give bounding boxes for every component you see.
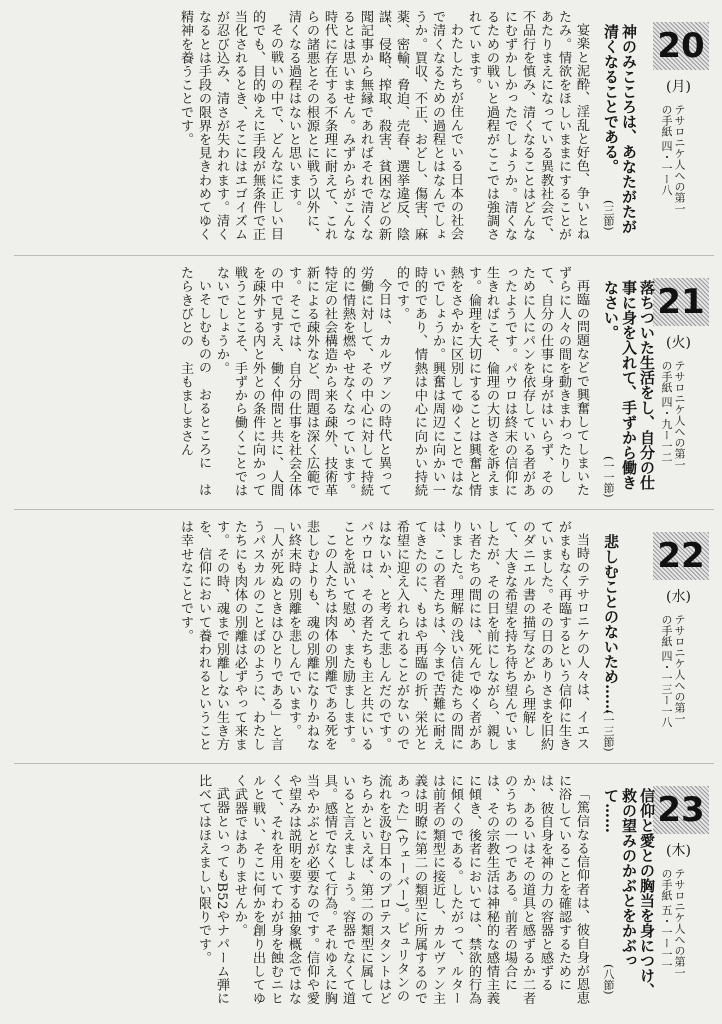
verse-reference: (一一節) (602, 456, 615, 498)
body-paragraph: 当時のテサロニケの人々は、イエスがまもなく再臨するという信仰に生きていました。その日のありさまを旧約のダニエル書の描写などから理解して、大きな希望を持ち待ち望んでいましたが、その日を前にしながら、親しい者たちの間には、死んでゆく者がありました。理解の浅い信徒たちの間には、この者たちは、今まで苦難に耐えてきたのに、もはや再臨の折、栄光と希望に迎え入れられることがないのではないか、と考えて悲しんだのです。パウロは、その者たちも主と共にいることを説いて慰め、また励まします。 (340, 520, 589, 752)
day-number-box (653, 786, 709, 834)
entry-header (598, 14, 716, 242)
entry-header (598, 524, 716, 752)
weekday: (月) (666, 79, 691, 95)
verse-reference: (三節) (602, 200, 615, 231)
body-paragraph: 「篤信なる信仰者は、彼自身が恩恵に浴していることを確認するためには、彼自身を神の力の容器と感ずるか、あるいはその道具と感ずるか二者のうちの一つである。前者の場合には、その宗教生活は神秘的な感情主義に傾き、後者においては、禁欲的行為に傾くのである。したがって、ルターは前者の類型に接近し、カルヴァン主義は明瞭に第二の類型に所属するのであった」(ウェーバー)。ピュリタンの流れを汲む日本のプロテスタントはどちらかといえば、第二の類型に属していると言えましょう。容器でなくて道具。感情でなくて行為。それゆえに胸当やかぶとが必要なのです。信仰や愛や望みは説明を要する抽象概念ではなくて、それを用いてわが身を蝕むニヒルと戦い、そこに何かを創り出してゆく武器ではありませんか。 (232, 774, 589, 1006)
key-verse: 神のみこころは、あなたがたが清くなることである。 (602, 24, 638, 234)
scripture-source: テサロニケ人への第一の手紙 五・一ー一一 (660, 868, 686, 978)
entry-body (14, 774, 590, 1012)
entry-day-20 (0, 2, 722, 252)
day-number-box (653, 22, 709, 70)
entry-body (14, 266, 590, 504)
key-verse: 落ちついた生活をし、自分の仕事に身を入れて、手ずから働きなさい。 (602, 280, 656, 490)
body-paragraph: この人たちは肉体の別離である死を悲しむよりも、魂の別離になりかねない終末時の別離を悲しんでいます。「人が死ぬときはひとりである」と言うパスカルのことばのように、わたしたちにも肉体の別離は必ずやって来ます。その時、魂まで別離しない生き方を、信仰において養われるということは幸せなことです。 (178, 520, 337, 752)
scripture-source: テサロニケ人への第一の手紙 四・九ー一二 (660, 360, 686, 470)
entry-day-21 (0, 258, 722, 508)
body-paragraph: 武器といってもB52やナパーム弾に比べてはほえましい限りです。 (196, 774, 229, 1006)
scripture-source: テサロニケ人への第一の手紙 四・一三ー一八 (660, 614, 686, 728)
body-paragraph: 今日は、カルヴァンの時代と異って労働に対して、その中心に対して持続的に情熱を燃やせなくなっています。特定の社会構造から来る疎外、技術革新による疎外など、問題は深く広範です。そこでは、自分の仕事を社会全体の中で見すえ、働く仲間と共に、人間を疎外する内と外との条件に向かって戦うことこそ、手ずから働くことではないでしょうか。 (214, 266, 391, 498)
entry-divider (14, 763, 714, 764)
body-paragraph: 宴楽と泥酔、淫乱と好色、争いとねたみ。情欲をほしいままにすることがあたりまえになっている異教社会で、不品行を慎み、清くなることはどんなにむずかしかったでしょうか。清くなるための戦いと過程がここでは強調されています。 (466, 10, 589, 242)
verse-reference: (一三節) (602, 710, 615, 752)
entry-body (14, 10, 590, 248)
body-paragraph: 再臨の問題などで興奮してしまいたずらに人々の間を動きまわったりして、自分の仕事に身がはいらず、そのために人にパンを依存している者があったようです。パウロは終末の信仰に生きればこそ、倫理の大切さを訴えます。倫理を大切にすることは興奮と情熱をさやかに区別してゆくことではないでしょうか。興奮は周辺に向かい一時的であり、情熱は中心に向かい持続的です。 (394, 266, 589, 498)
verse-reference: (八節) (602, 964, 615, 995)
entry-day-22 (0, 512, 722, 762)
day-number: 22 (657, 536, 705, 576)
scripture-source: テサロニケ人への第一の手紙 四・一ー八 (660, 104, 686, 214)
day-number-box (653, 532, 709, 580)
day-number: 20 (657, 26, 705, 66)
entry-day-23 (0, 766, 722, 1016)
entry-divider (14, 255, 714, 256)
day-number: 21 (657, 282, 705, 322)
entry-divider (14, 509, 714, 510)
body-paragraph: わたしたちが住んでいる日本の社会で清くなるための過程とはなんでしょうか。買収、不正、おどし、傷害、麻薬、密輸、脅迫、売春、選挙違反、陰謀、侵略、搾取、殺害、貧困などの新聞記事から無縁であればそれで清くなるとは思いません。みずからがこんな時代に存在する不条理に耐えて、これらの諸悪とその根源とに戦う以外に、清くなる過程はないと思います。 (286, 10, 463, 242)
key-verse: 信仰と愛との胸当を身につけ、救の望みのかぶとをかぶって…… (602, 788, 656, 998)
entry-header (598, 270, 716, 498)
body-paragraph: その戦いの中で、どんなに正しい目的でも、目的ゆえに手段が無条件で正当化されるとき、そこにはエゴイズムが忍び込み、清さが失われます。清くなるとは手段の限界を見きわめてゆく精神を養うことです。 (178, 10, 283, 242)
day-number: 23 (657, 790, 705, 830)
day-number-box (653, 278, 709, 326)
weekday: (木) (666, 843, 691, 859)
entry-header (598, 778, 716, 1006)
weekday: (水) (666, 589, 691, 605)
hymn-quote: いそしむものの おるところに はたらきびとの 主もましまさん (178, 266, 211, 497)
weekday: (火) (666, 335, 691, 351)
entry-body (14, 520, 590, 758)
key-verse: 悲しむことのないため…… (602, 534, 620, 714)
